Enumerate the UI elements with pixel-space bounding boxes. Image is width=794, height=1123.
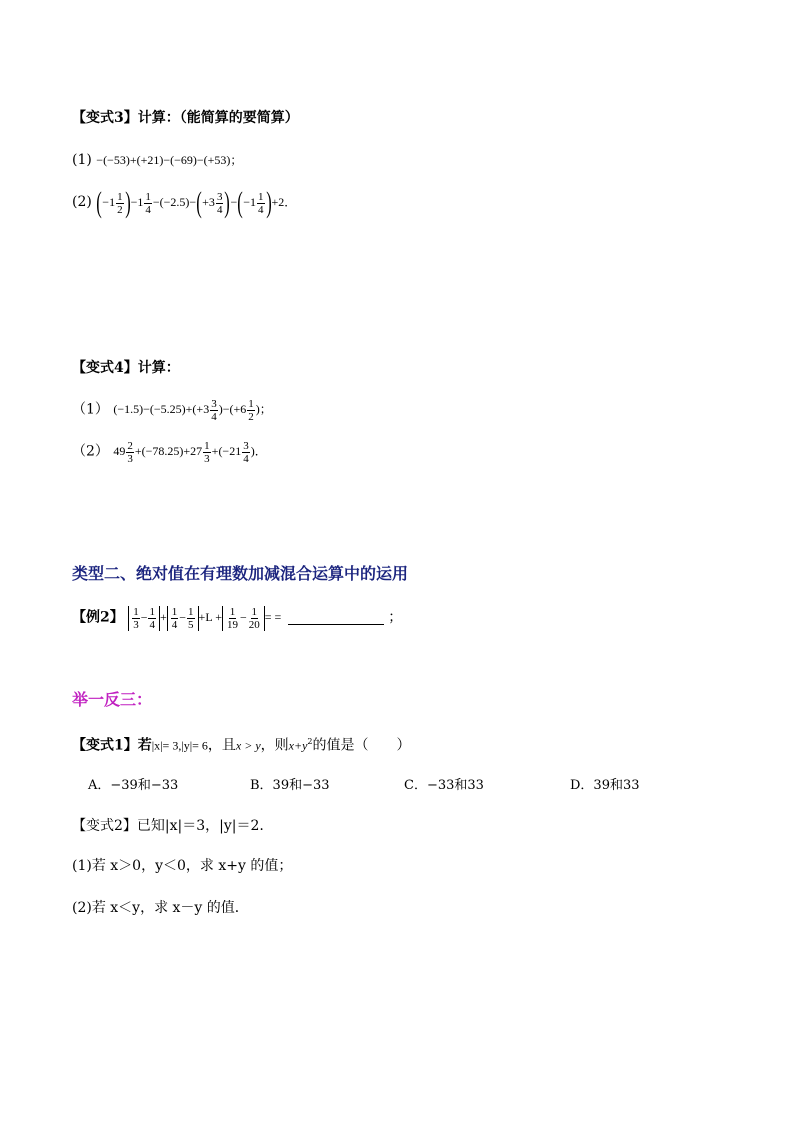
option-c[interactable]: C．−33和33 bbox=[404, 778, 484, 793]
example2: 【例2】 $\frac{1}{3}$ − $\frac{1}{4}$ + $\frac{1}{4}$ − $\frac{1}{5}$ +L + $\frac{1}{19}$ − $\frac{1}{20}$ = = ； bbox=[72, 606, 403, 631]
variant3-part2-expression: (−1 $\frac{1}{2}$ )−1 $\frac{1}{4}$ −(−2.5)−(+3 $\frac{3}{4}$ )−(−1 $\frac{1}{4}$ )+2． bbox=[96, 186, 297, 219]
variant4-part2-expression: 49 $\frac{2}{3}$ +(−78.25)+27 $\frac{1}{3}$ +(−21 $\frac{3}{4}$ )． bbox=[113, 440, 267, 465]
practice-variant2-q2: (2)若 x＜y，求 x－y 的值． bbox=[72, 900, 249, 916]
variant4-part2: （2） 49 $\frac{2}{3}$ +(−78.25)+27 $\frac{1}{3}$ +(−21 $\frac{3}{4}$ )． bbox=[72, 440, 267, 465]
option-b[interactable]: B．39和−33 bbox=[250, 778, 330, 793]
variant3-part1: (1) −(−53)+(+21)−(−69)−(+53)； bbox=[72, 152, 243, 168]
variant4-part1: （1） (−1.5)−(−5.25)+(+3 $\frac{3}{4}$ )−(+6 $\frac{1}{2}$ )； bbox=[72, 398, 272, 423]
variant3-part1-expression: −(−53)+(+21)−(−69)−(+53)； bbox=[96, 153, 243, 167]
practice-variant2-title: 【变式2】已知|x|＝3，|y|＝2. bbox=[72, 818, 264, 834]
variant3-part2: (2) (−1 $\frac{1}{2}$ )−1 $\frac{1}{4}$ −(−2.5)−(+3 $\frac{3}{4}$ )−(−1 $\frac{1}{4}$ )+2． bbox=[72, 186, 297, 219]
practice-heading: 举一反三： bbox=[72, 690, 153, 709]
option-d[interactable]: D．39和33 bbox=[570, 778, 640, 793]
variant4-part1-expression: (−1.5)−(−5.25)+(+3 $\frac{3}{4}$ )−(+6 $\frac{1}{2}$ )； bbox=[113, 398, 272, 423]
variant3-title: 【变式3】计算：（能简算的要简算） bbox=[72, 110, 299, 126]
variant4-title: 【变式4】计算： bbox=[72, 360, 180, 376]
answer-blank[interactable] bbox=[288, 610, 384, 625]
practice-variant2-q1: (1)若 x＞0，y＜0，求 x+y 的值； bbox=[72, 858, 293, 874]
section-heading: 类型二、绝对值在有理数加减混合运算中的运用 bbox=[72, 564, 409, 583]
practice-variant1: 【变式1】若|x|= 3,|y|= 6，且x > y，则$x+y^2$的值是（ ） bbox=[72, 737, 411, 754]
example2-expression: $\frac{1}{3}$ − $\frac{1}{4}$ + $\frac{1}{4}$ − $\frac{1}{5}$ +L + $\frac{1}{19}$ − $\frac{1}{20}$ = = bbox=[128, 610, 284, 624]
option-a[interactable]: A．−39和−33 bbox=[88, 778, 179, 793]
